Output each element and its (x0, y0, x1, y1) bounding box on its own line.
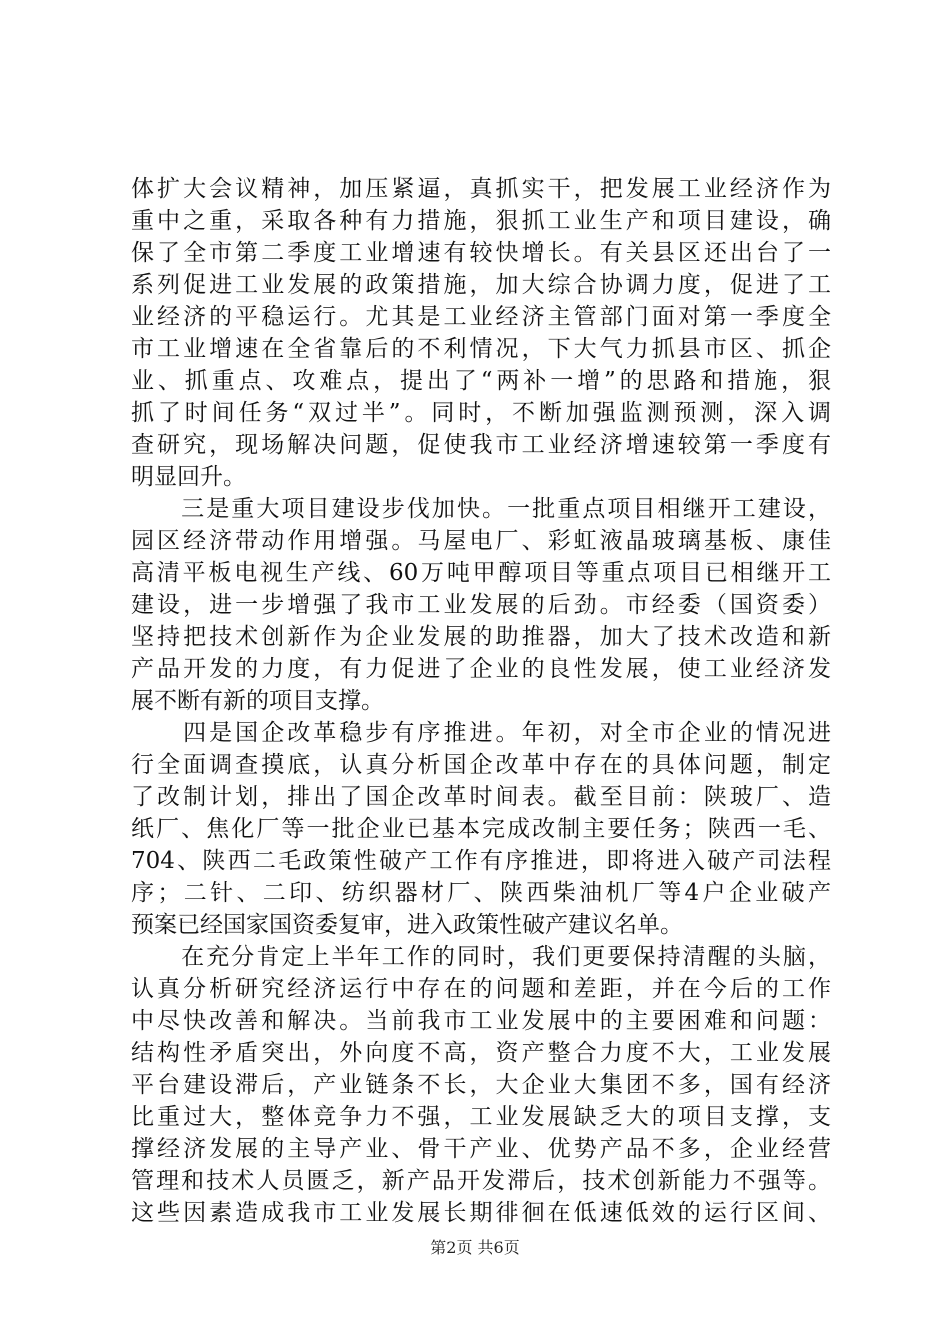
text-line: 抓了时间任务“双过半”。同时，不断加强监测预测，深入调 (131, 400, 831, 426)
text-line: 平台建设滞后，产业链条不长，大企业大集团不多，国有经济 (131, 1072, 831, 1098)
text-line: 建设，进一步增强了我市工业发展的后劲。市经委（国资委） (131, 592, 831, 618)
text-line: 管理和技术人员匮乏，新产品开发滞后，技术创新能力不强等。 (131, 1168, 831, 1194)
text-line: 市工业增速在全省靠后的不利情况，下大气力抓县市区、抓企 (131, 336, 831, 362)
text-line: 四是国企改革稳步有序推进。年初，对全市企业的情况进 (131, 720, 831, 746)
text-line: 查研究，现场解决问题，促使我市工业经济增速较第一季度有 (131, 432, 831, 458)
text-line: 结构性矛盾突出，外向度不高，资产整合力度不大，工业发展 (131, 1040, 831, 1066)
text-line: 比重过大，整体竞争力不强，工业发展缺乏大的项目支撑，支 (131, 1104, 831, 1130)
text-line: 了改制计划，排出了国企改革时间表。截至目前：陕玻厂、造 (131, 784, 831, 810)
text-line: 这些因素造成我市工业发展长期徘徊在低速低效的运行区间、 (131, 1200, 831, 1226)
text-line: 园区经济带动作用增强。马屋电厂、彩虹液晶玻璃基板、康佳 (131, 528, 831, 554)
text-line: 系列促进工业发展的政策措施，加大综合协调力度，促进了工 (131, 272, 831, 298)
paragraph-end-line: 明显回升。 (131, 464, 246, 490)
text-line: 在充分肯定上半年工作的同时，我们更要保持清醒的头脑， (131, 944, 831, 970)
paragraph-end-line: 展不断有新的项目支撑。 (131, 688, 384, 714)
text-line: 行全面调查摸底，认真分析国企改革中存在的具体问题，制定 (131, 752, 831, 778)
text-line: 业、抓重点、攻难点，提出了“两补一增”的思路和措施，狠 (131, 368, 831, 394)
text-line: 坚持把技术创新作为企业发展的助推器，加大了技术改造和新 (131, 624, 831, 650)
text-line: 704、陕西二毛政策性破产工作有序推进，即将进入破产司法程 (131, 848, 831, 874)
text-line: 高清平板电视生产线、60万吨甲醇项目等重点项目已相继开工 (131, 560, 831, 586)
text-line: 体扩大会议精神，加压紧逼，真抓实干，把发展工业经济作为 (131, 176, 831, 202)
text-line: 认真分析研究经济运行中存在的问题和差距，并在今后的工作 (131, 976, 831, 1002)
document-body (131, 173, 831, 1229)
text-line: 三是重大项目建设步伐加快。一批重点项目相继开工建设， (131, 496, 831, 522)
text-line: 产品开发的力度，有力促进了企业的良性发展，使工业经济发 (131, 656, 831, 682)
text-line: 保了全市第二季度工业增速有较快增长。有关县区还出台了一 (131, 240, 831, 266)
text-line: 序；二针、二印、纺织器材厂、陕西柴油机厂等4户企业破产 (131, 880, 831, 906)
text-line: 重中之重，采取各种有力措施，狠抓工业生产和项目建设，确 (131, 208, 831, 234)
text-line: 纸厂、焦化厂等一批企业已基本完成改制主要任务；陕西一毛、 (131, 816, 831, 842)
page-number-footer: 第2页 共6页 (430, 1238, 520, 1257)
text-line: 撑经济发展的主导产业、骨干产业、优势产品不多，企业经营 (131, 1136, 831, 1162)
paragraph-end-line: 预案已经国家国资委复审，进入政策性破产建议名单。 (131, 912, 683, 938)
text-line: 中尽快改善和解决。当前我市工业发展中的主要困难和问题： (131, 1008, 831, 1034)
text-line: 业经济的平稳运行。尤其是工业经济主管部门面对第一季度全 (131, 304, 831, 330)
